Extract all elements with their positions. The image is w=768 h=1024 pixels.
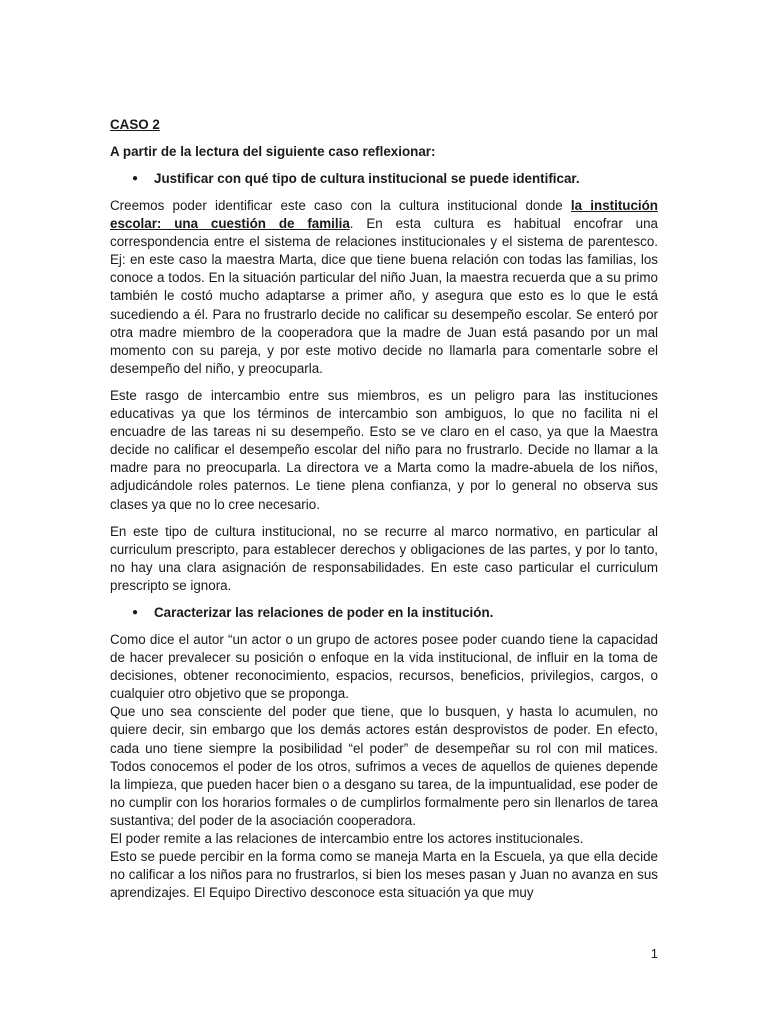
paragraph-1-emphasis: la institución escolar: una cuestión de familia xyxy=(110,198,658,232)
paragraph-2: Este rasgo de intercambio entre sus miembros, es un peligro para las instituciones educativas ya que los términos de intercambio son ambiguos, lo que no facilita ni el encuadre de las tareas ni su desempeño. Esto se ve claro en el caso, ya que la Maestra decide no calificar el desempeño escolar del niño para no frustrarlo. Decide no llamar a la madre para no preocuparla. La directora ve a Marta como la madre-abuela de los niños, adjudicándole roles paternos. Le tiene plena confianza, y por lo general no observa sus clases ya que no lo cree necesario. xyxy=(110,387,658,512)
case-title: CASO 2 xyxy=(110,117,160,132)
paragraph-1-start: Creemos poder identificar este caso con la cultura institucional donde xyxy=(110,198,571,213)
paragraph-5: Que uno sea consciente del poder que tiene, que lo busquen, y hasta lo acumulen, no quiere decir, sin embargo que los demás actores están desprovistos de poder. En efecto, cada uno tiene siempre la posibilidad “el poder” de desempeñar su rol con mil matices. Todos conocemos el poder de los otros, sufrimos a veces de aquellos de quienes depende la limpieza, que pueden hacer bien o a desgano su tarea, de la impuntualidad, ese poder de no cumplir con los horarios formales o de cumplirlos formalmente pero sin llenarlos de tarea sustantiva; del poder de la asociación cooperadora. xyxy=(110,704,658,828)
paragraph-6: El poder remite a las relaciones de intercambio entre los actores institucionales. xyxy=(110,831,584,846)
bullet-text-2: Caracterizar las relaciones de poder en la institución. xyxy=(154,604,494,620)
bullet-text-1: Justificar con qué tipo de cultura institucional se puede identificar. xyxy=(154,171,580,186)
paragraph-7: Esto se puede percibir en la forma como se maneja Marta en la Escuela, ya que ella decide no calificar a los niños para no frustrarlos, si bien los meses pasan y Juan no avanza en sus aprendizajes. El Equipo Directivo desconoce esta situación ya que muy xyxy=(110,849,658,901)
bullet-item-2 xyxy=(110,604,658,622)
bullet-dot-icon: ● xyxy=(132,606,139,618)
bullet-dot-icon: ● xyxy=(132,173,139,184)
paragraph-3: En este tipo de cultura institucional, no se recurre al marco normativo, en particular al curriculum prescripto, para establecer derechos y obligaciones de las partes, y por lo tanto, no hay una clara asignación de responsabilidades. En este caso particular el curriculum prescripto se ignora. xyxy=(110,523,658,593)
paragraph-4: Como dice el autor “un actor o un grupo de actores posee poder cuando tiene la capacidad de hacer prevalecer su posición o enfoque en la vida institucional, de influir en la toma de decisiones, obtener reconocimiento, espacios, recursos, beneficios, privilegios, cargos, o cualquier otro objetivo que se proponga. xyxy=(110,631,658,702)
document-page xyxy=(110,116,658,902)
paragraph-1 xyxy=(110,197,658,378)
paragraph-1-end: . En esta cultura es habitual encofrar una correspondencia entre el sistema de relaciones institucionales y el sistema de parentesco. Ej: en este caso la maestra Marta, dice que tiene buena relación con todas las familias, los conoce a todos. En la situación particular del niño Juan, la maestra recuerda que a su primo también le costó mucho adaptarse a primer año, y asegura que esto es lo que le está sucediendo a él. Para no frustrarlo decide no calificar su desempeño escolar. Se enteró por otra madre miembro de la cooperadora que la madre de Juan está pasando por un mal momento con su pareja, y por este motivo decide no llamarla para comentarle sobre el desempeño del niño, y preocuparla. xyxy=(110,216,658,376)
page-number: 1 xyxy=(650,946,658,961)
intro-heading: A partir de la lectura del siguiente caso reflexionar: xyxy=(110,144,436,159)
bullet-item-1 xyxy=(110,170,658,188)
